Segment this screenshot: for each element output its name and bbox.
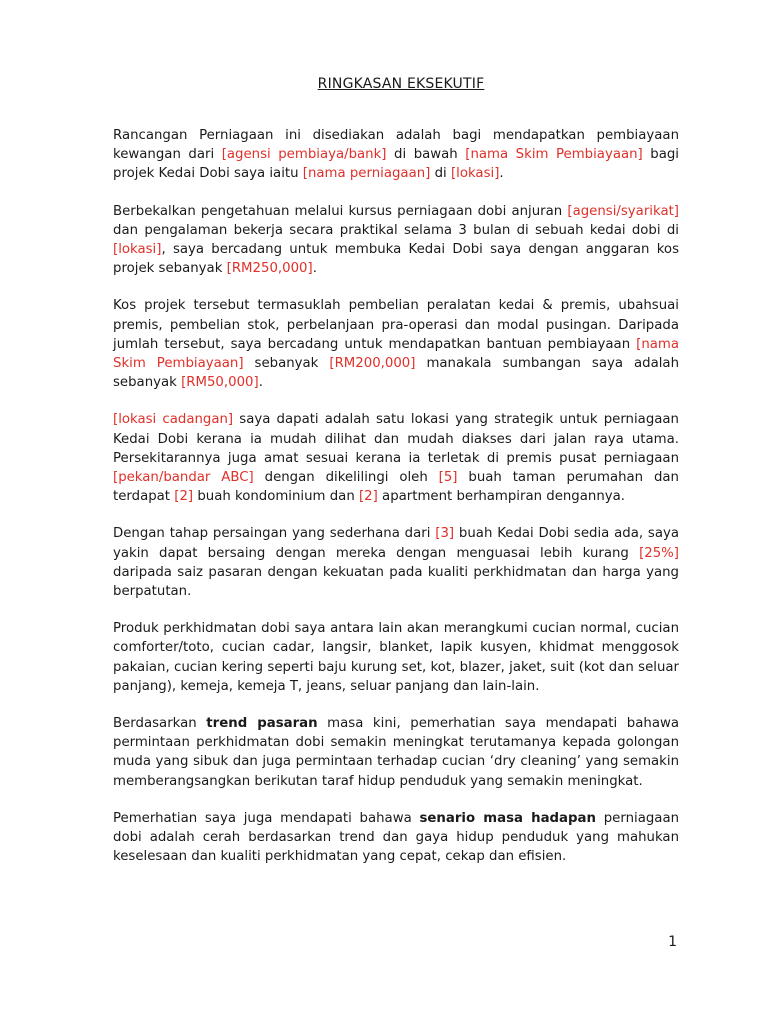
body-text: Rancangan Perniagaan ini disediakan adalah bagi mendapatkan pembiayaan kewangan dari xyxy=(113,128,679,163)
placeholder-text: [RM200,000] xyxy=(329,356,416,372)
placeholder-text: [lokasi cadangan] xyxy=(113,412,234,428)
body-text: Kos projek tersebut termasuklah pembelian peralatan kedai & premis, ubahsuai premis, pembelian stok, perbelanjaan pra-operasi dan modal pusingan. Daripada jumlah tersebut, saya bercadang untuk mendapatkan bantuan pembiayaan xyxy=(113,298,679,352)
body-text: apartment berhampiran dengannya. xyxy=(377,489,625,505)
body-text: dan pengalaman bekerja secara praktikal selama 3 bulan di sebuah kedai dobi di xyxy=(113,222,679,238)
paragraph xyxy=(113,126,679,184)
placeholder-text: [lokasi] xyxy=(113,242,162,258)
body-text: sebanyak xyxy=(243,356,330,372)
body-text: buah Kedai Dobi sedia ada, saya yakin dapat bersaing dengan mereka dengan menguasai lebih kurang xyxy=(113,526,679,561)
placeholder-text: [nama perniagaan] xyxy=(302,166,431,182)
body-text: . xyxy=(312,261,317,277)
body-text: , saya bercadang untuk membuka Kedai Dobi saya dengan anggaran kos projek sebanyak xyxy=(113,242,679,277)
placeholder-text: [pekan/bandar ABC] xyxy=(113,470,254,486)
placeholder-text: [25%] xyxy=(639,545,679,561)
document-page xyxy=(113,0,679,885)
paragraph xyxy=(113,524,679,601)
body-text: bagi projek Kedai Dobi saya iaitu xyxy=(113,147,680,182)
placeholder-text: [agensi pembiaya/bank] xyxy=(221,147,387,163)
body-text: Produk perkhidmatan dobi saya antara lain akan merangkumi cucian normal, cucian comforter/toto, cucian cadar, langsir, blanket, lapik kusyen, khidmat menggosok pakaian, cucian kering seperti baju kurung set, kot, blazer, jaket, suit (kot dan seluar panjang), kemeja, kemeja T, jeans, seluar panjang dan lain-lain. xyxy=(113,621,679,694)
paragraph xyxy=(113,410,679,506)
document-body xyxy=(113,126,679,867)
emphasis-text: senario masa hadapan xyxy=(419,810,596,826)
placeholder-text: [lokasi] xyxy=(450,166,500,182)
emphasis-text: trend pasaran xyxy=(206,716,318,732)
body-text: Berbekalkan pengetahuan melalui kursus perniagaan dobi anjuran xyxy=(113,203,568,219)
body-text: . xyxy=(499,166,504,182)
placeholder-text: [2] xyxy=(174,489,194,505)
body-text: di bawah xyxy=(386,147,466,163)
page-number: 1 xyxy=(668,934,677,950)
paragraph xyxy=(113,714,679,791)
placeholder-text: [RM50,000] xyxy=(181,375,259,391)
placeholder-text: [3] xyxy=(435,526,455,542)
body-text: buah kondominium dan xyxy=(193,489,359,505)
placeholder-text: [nama Skim Pembiayaan] xyxy=(465,147,643,163)
body-text: manakala sumbangan saya adalah sebanyak xyxy=(113,356,680,391)
body-text: buah taman perumahan dan terdapat xyxy=(113,470,679,505)
body-text: . xyxy=(258,375,263,391)
paragraph xyxy=(113,296,679,392)
body-text: daripada saiz pasaran dengan kekuatan pada kualiti perkhidmatan dan harga yang berpatutan. xyxy=(113,564,679,600)
placeholder-text: [2] xyxy=(358,489,378,505)
placeholder-text: [RM250,000] xyxy=(226,261,313,277)
body-text: dengan dikelilingi oleh xyxy=(253,470,439,486)
placeholder-text: [5] xyxy=(438,470,458,486)
body-text: Berdasarkan xyxy=(113,716,207,732)
body-text: masa kini, pemerhatian saya mendapati bahawa permintaan perkhidmatan dobi semakin meningkat terutamanya kepada golongan muda yang sibuk dan juga permintaan terhadap cucian ‘dry cleaning’ yang semakin memberangsangkan berikutan taraf hidup penduduk yang semakin meningkat. xyxy=(113,716,679,789)
document-title: RINGKASAN EKSEKUTIF xyxy=(317,76,485,92)
body-text: di xyxy=(430,166,451,182)
placeholder-text: [agensi/syarikat] xyxy=(567,203,679,219)
placeholder-text: [nama Skim Pembiayaan] xyxy=(113,336,679,372)
body-text: perniagaan dobi adalah cerah berdasarkan trend dan gaya hidup penduduk yang mahukan keselesaan dan kualiti perkhidmatan yang cepat, cekap dan efisien. xyxy=(113,810,680,865)
paragraph xyxy=(113,619,679,696)
body-text: Dengan tahap persaingan yang sederhana dari xyxy=(113,526,436,542)
body-text: Pemerhatian saya juga mendapati bahawa xyxy=(113,810,420,826)
body-text: saya dapati adalah satu lokasi yang strategik untuk perniagaan Kedai Dobi kerana ia mudah dilihat dan mudah diakses dari jalan raya utama. Persekitarannya juga amat sesuai kerana ia terletak di premis pusat perniagaan xyxy=(113,412,679,466)
paragraph xyxy=(113,809,679,867)
paragraph xyxy=(113,202,679,279)
